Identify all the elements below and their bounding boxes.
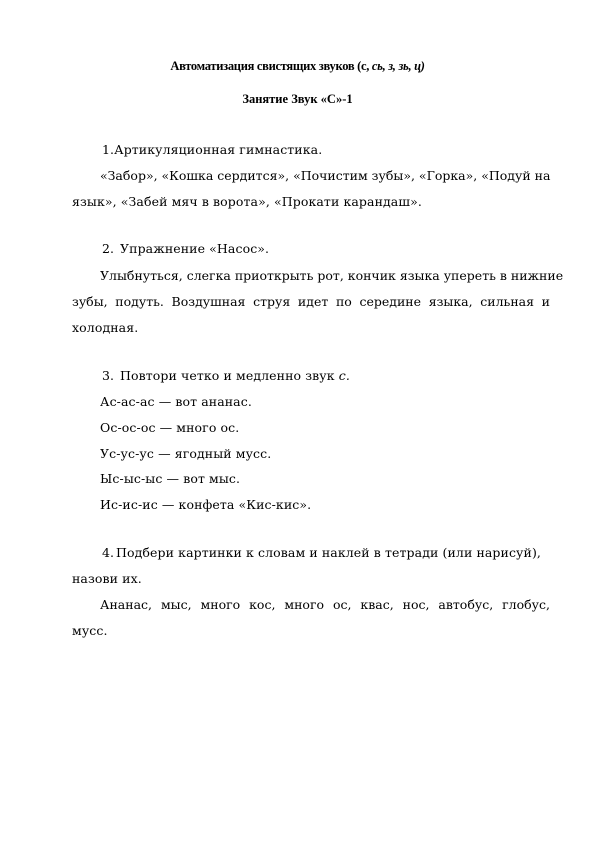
document-title: [0, 58, 595, 74]
section4-heading-cont: назови их.: [72, 571, 142, 586]
section2-line2: зубы, подуть. Воздушная струя идет по середине языка, сильная и: [72, 294, 550, 309]
section2-line3: холодная.: [72, 320, 139, 335]
list-item: Ис-ис-ис — конфета «Кис-кис».: [100, 497, 312, 512]
section4-heading: [102, 545, 541, 561]
section4-number: 4.: [102, 545, 115, 560]
section3-heading-text: Повтори четко и медленно звук: [120, 368, 339, 383]
section4-heading-text: Подбери картинки к словам и наклей в тетради (или нарисуй),: [116, 545, 541, 560]
section2-heading: [102, 241, 269, 257]
title-text: Автоматизация свистящих звуков (с,: [170, 59, 372, 73]
list-item: Ас-ас-ас — вот ананас.: [100, 394, 252, 409]
section3-heading: [102, 368, 350, 384]
section4-words-line1: Ананас, мыс, много кос, много ос, квас, нос, автобус, глобус,: [100, 597, 550, 612]
section2-number: 2.: [102, 241, 115, 256]
list-item: Ыс-ыс-ыс — вот мыс.: [100, 471, 241, 486]
section1-line1: «Забор», «Кошка сердится», «Почистим зубы», «Горка», «Подуй на: [100, 168, 551, 183]
section2-heading-text: Упражнение «Насос».: [120, 241, 270, 256]
list-item: Ус-ус-ус — ягодный мусс.: [100, 446, 272, 461]
section3-number: 3.: [102, 368, 115, 383]
list-item: Ос-ос-ос — много ос.: [100, 420, 240, 435]
lesson-subtitle: Занятие Звук «С»-1: [242, 92, 353, 106]
section4-words-line2: мусс.: [72, 623, 108, 638]
section1-heading: 1.Артикуляционная гимнастика.: [102, 142, 323, 157]
title-italic-text: сь, з, зь, ц): [371, 59, 425, 73]
section1-line2: язык», «Забей мяч в ворота», «Прокати карандаш».: [72, 194, 422, 209]
section2-line1: Улыбнуться, слегка приоткрыть рот, кончик языка упереть в нижние: [100, 268, 564, 283]
section3-heading-italic: с.: [338, 368, 350, 383]
